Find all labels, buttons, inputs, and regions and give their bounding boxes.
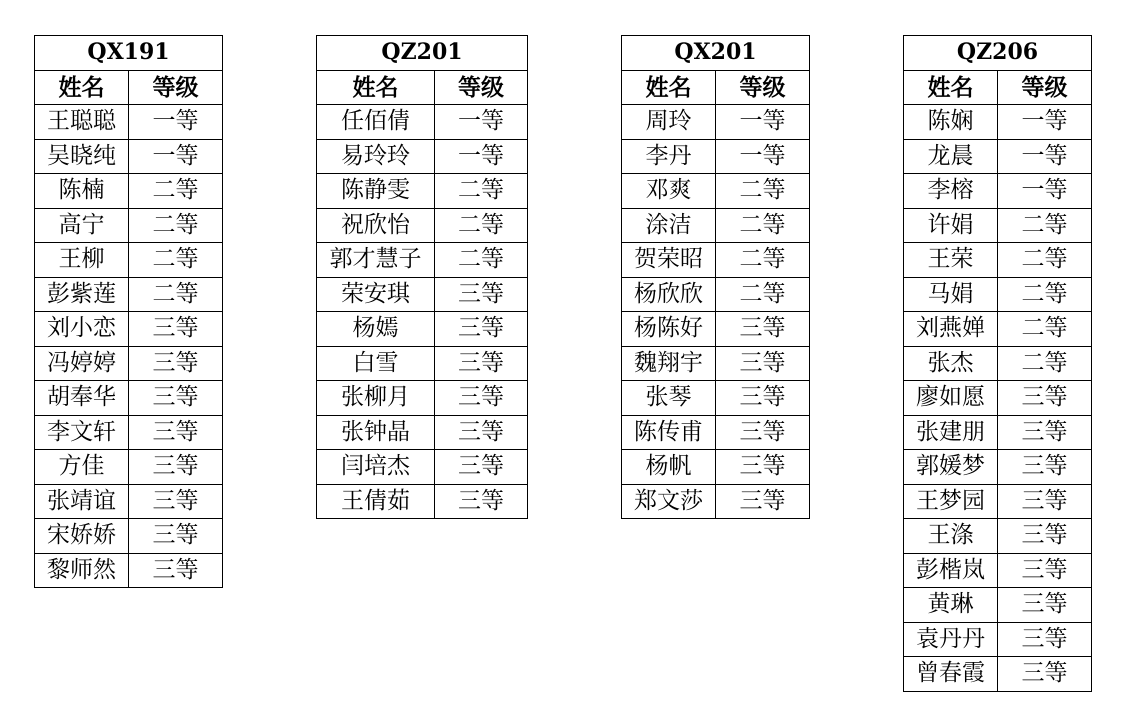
name-cell: 张杰 bbox=[904, 346, 998, 381]
table-row bbox=[317, 312, 528, 347]
grade-cell: 三等 bbox=[129, 381, 223, 416]
grade-cell: 三等 bbox=[129, 553, 223, 588]
column-header-name: 姓名 bbox=[622, 70, 716, 105]
grade-cell: 一等 bbox=[435, 139, 528, 174]
grade-cell: 二等 bbox=[435, 243, 528, 278]
grade-cell: 三等 bbox=[129, 312, 223, 347]
table-row bbox=[35, 346, 223, 381]
name-cell: 彭紫莲 bbox=[35, 277, 129, 312]
name-cell: 白雪 bbox=[317, 346, 435, 381]
name-cell: 陈楠 bbox=[35, 174, 129, 209]
table-row bbox=[317, 484, 528, 519]
table-row bbox=[904, 622, 1092, 657]
grade-cell: 二等 bbox=[716, 243, 810, 278]
table-row bbox=[904, 105, 1092, 140]
grade-cell: 三等 bbox=[435, 415, 528, 450]
grade-cell: 三等 bbox=[998, 588, 1092, 623]
table-row bbox=[904, 450, 1092, 485]
table-row bbox=[904, 174, 1092, 209]
name-cell: 刘小恋 bbox=[35, 312, 129, 347]
grade-cell: 一等 bbox=[129, 105, 223, 140]
table-qz201 bbox=[316, 35, 528, 519]
table-row bbox=[35, 553, 223, 588]
table-row bbox=[904, 588, 1092, 623]
table-row bbox=[622, 208, 810, 243]
name-cell: 李榕 bbox=[904, 174, 998, 209]
table-row bbox=[317, 243, 528, 278]
name-cell: 王聪聪 bbox=[35, 105, 129, 140]
name-cell: 贺荣昭 bbox=[622, 243, 716, 278]
grade-cell: 二等 bbox=[435, 174, 528, 209]
grade-cell: 三等 bbox=[716, 381, 810, 416]
grade-cell: 二等 bbox=[129, 243, 223, 278]
grade-cell: 三等 bbox=[998, 519, 1092, 554]
column-header-grade: 等级 bbox=[716, 70, 810, 105]
name-cell: 方佳 bbox=[35, 450, 129, 485]
table-row bbox=[35, 450, 223, 485]
table-row bbox=[904, 277, 1092, 312]
grade-cell: 一等 bbox=[716, 139, 810, 174]
grade-cell: 二等 bbox=[998, 277, 1092, 312]
table-row bbox=[904, 139, 1092, 174]
table-row bbox=[904, 657, 1092, 692]
table-row bbox=[622, 277, 810, 312]
name-cell: 黎师然 bbox=[35, 553, 129, 588]
name-cell: 杨欣欣 bbox=[622, 277, 716, 312]
table-row bbox=[317, 381, 528, 416]
table-row bbox=[317, 450, 528, 485]
table-row bbox=[35, 312, 223, 347]
grade-cell: 二等 bbox=[129, 277, 223, 312]
grade-cell: 三等 bbox=[435, 346, 528, 381]
table-row bbox=[904, 208, 1092, 243]
name-cell: 张建朋 bbox=[904, 415, 998, 450]
table-row bbox=[35, 519, 223, 554]
name-cell: 涂洁 bbox=[622, 208, 716, 243]
table-qx191 bbox=[34, 35, 223, 588]
name-cell: 杨陈好 bbox=[622, 312, 716, 347]
grade-cell: 三等 bbox=[998, 553, 1092, 588]
grade-cell: 二等 bbox=[716, 277, 810, 312]
name-cell: 荣安琪 bbox=[317, 277, 435, 312]
table-row bbox=[904, 519, 1092, 554]
table-row bbox=[35, 139, 223, 174]
name-cell: 曾春霞 bbox=[904, 657, 998, 692]
table-row bbox=[35, 381, 223, 416]
grade-cell: 三等 bbox=[716, 450, 810, 485]
table-title: QZ201 bbox=[317, 36, 528, 71]
name-cell: 周玲 bbox=[622, 105, 716, 140]
name-cell: 祝欣怡 bbox=[317, 208, 435, 243]
name-cell: 龙晨 bbox=[904, 139, 998, 174]
name-cell: 李文轩 bbox=[35, 415, 129, 450]
table-row bbox=[317, 105, 528, 140]
name-cell: 杨帆 bbox=[622, 450, 716, 485]
grade-cell: 三等 bbox=[998, 622, 1092, 657]
grade-cell: 二等 bbox=[998, 208, 1092, 243]
grade-cell: 三等 bbox=[998, 450, 1092, 485]
name-cell: 吴晓纯 bbox=[35, 139, 129, 174]
column-header-name: 姓名 bbox=[317, 70, 435, 105]
table-row bbox=[622, 312, 810, 347]
table-row bbox=[35, 105, 223, 140]
name-cell: 廖如愿 bbox=[904, 381, 998, 416]
table-row bbox=[35, 415, 223, 450]
name-cell: 王柳 bbox=[35, 243, 129, 278]
grade-cell: 一等 bbox=[998, 139, 1092, 174]
grade-cell: 二等 bbox=[716, 174, 810, 209]
column-header-grade: 等级 bbox=[998, 70, 1092, 105]
name-cell: 袁丹丹 bbox=[904, 622, 998, 657]
table-row bbox=[317, 174, 528, 209]
grade-cell: 三等 bbox=[998, 415, 1092, 450]
grade-cell: 三等 bbox=[716, 415, 810, 450]
name-cell: 刘燕婵 bbox=[904, 312, 998, 347]
table-row bbox=[35, 243, 223, 278]
name-cell: 闫培杰 bbox=[317, 450, 435, 485]
table-row bbox=[904, 553, 1092, 588]
grade-cell: 一等 bbox=[129, 139, 223, 174]
grade-cell: 三等 bbox=[435, 484, 528, 519]
name-cell: 胡奉华 bbox=[35, 381, 129, 416]
grade-cell: 三等 bbox=[435, 277, 528, 312]
table-row bbox=[317, 139, 528, 174]
grade-cell: 三等 bbox=[129, 346, 223, 381]
name-cell: 马娟 bbox=[904, 277, 998, 312]
table-row bbox=[904, 484, 1092, 519]
table-row bbox=[622, 346, 810, 381]
name-cell: 易玲玲 bbox=[317, 139, 435, 174]
table-row bbox=[904, 243, 1092, 278]
column-header-grade: 等级 bbox=[435, 70, 528, 105]
column-header-name: 姓名 bbox=[904, 70, 998, 105]
grade-cell: 三等 bbox=[716, 346, 810, 381]
name-cell: 高宁 bbox=[35, 208, 129, 243]
table-row bbox=[622, 105, 810, 140]
table-row bbox=[35, 484, 223, 519]
name-cell: 郑文莎 bbox=[622, 484, 716, 519]
name-cell: 张钟晶 bbox=[317, 415, 435, 450]
name-cell: 郭媛梦 bbox=[904, 450, 998, 485]
grade-cell: 三等 bbox=[435, 381, 528, 416]
table-row bbox=[317, 346, 528, 381]
table-row bbox=[35, 174, 223, 209]
name-cell: 陈传甫 bbox=[622, 415, 716, 450]
name-cell: 宋娇娇 bbox=[35, 519, 129, 554]
grade-cell: 二等 bbox=[435, 208, 528, 243]
grade-cell: 三等 bbox=[129, 519, 223, 554]
grade-cell: 二等 bbox=[998, 346, 1092, 381]
name-cell: 陈娴 bbox=[904, 105, 998, 140]
grade-cell: 二等 bbox=[129, 208, 223, 243]
grade-cell: 一等 bbox=[998, 105, 1092, 140]
column-header-grade: 等级 bbox=[129, 70, 223, 105]
table-row bbox=[622, 381, 810, 416]
name-cell: 许娟 bbox=[904, 208, 998, 243]
table-row bbox=[904, 381, 1092, 416]
name-cell: 张琴 bbox=[622, 381, 716, 416]
table-row bbox=[35, 277, 223, 312]
table-row bbox=[622, 243, 810, 278]
name-cell: 郭才慧子 bbox=[317, 243, 435, 278]
name-cell: 张靖谊 bbox=[35, 484, 129, 519]
grade-cell: 三等 bbox=[435, 450, 528, 485]
name-cell: 魏翔宇 bbox=[622, 346, 716, 381]
name-cell: 邓爽 bbox=[622, 174, 716, 209]
grade-cell: 三等 bbox=[998, 381, 1092, 416]
name-cell: 李丹 bbox=[622, 139, 716, 174]
table-row bbox=[317, 277, 528, 312]
name-cell: 张柳月 bbox=[317, 381, 435, 416]
grade-cell: 三等 bbox=[716, 312, 810, 347]
grade-cell: 一等 bbox=[716, 105, 810, 140]
table-row bbox=[622, 415, 810, 450]
name-cell: 王荣 bbox=[904, 243, 998, 278]
grade-cell: 二等 bbox=[129, 174, 223, 209]
grade-cell: 三等 bbox=[129, 484, 223, 519]
table-row bbox=[317, 208, 528, 243]
grade-cell: 三等 bbox=[998, 657, 1092, 692]
table-title: QZ206 bbox=[904, 36, 1092, 71]
table-row bbox=[35, 208, 223, 243]
grade-cell: 二等 bbox=[998, 243, 1092, 278]
table-qz206 bbox=[903, 35, 1092, 692]
table-row bbox=[622, 139, 810, 174]
table-row bbox=[622, 174, 810, 209]
name-cell: 王倩茹 bbox=[317, 484, 435, 519]
table-title: QX201 bbox=[622, 36, 810, 71]
name-cell: 陈静雯 bbox=[317, 174, 435, 209]
grade-cell: 一等 bbox=[435, 105, 528, 140]
name-cell: 王涤 bbox=[904, 519, 998, 554]
table-row bbox=[904, 415, 1092, 450]
table-row bbox=[904, 312, 1092, 347]
name-cell: 杨嫣 bbox=[317, 312, 435, 347]
table-row bbox=[904, 346, 1092, 381]
grade-cell: 三等 bbox=[129, 450, 223, 485]
grade-cell: 三等 bbox=[998, 484, 1092, 519]
name-cell: 彭楷岚 bbox=[904, 553, 998, 588]
table-row bbox=[317, 415, 528, 450]
name-cell: 冯婷婷 bbox=[35, 346, 129, 381]
grade-cell: 二等 bbox=[998, 312, 1092, 347]
table-qx201 bbox=[621, 35, 810, 519]
name-cell: 任佰倩 bbox=[317, 105, 435, 140]
table-row bbox=[622, 484, 810, 519]
table-row bbox=[622, 450, 810, 485]
grade-cell: 二等 bbox=[716, 208, 810, 243]
grade-cell: 三等 bbox=[435, 312, 528, 347]
column-header-name: 姓名 bbox=[35, 70, 129, 105]
grade-cell: 三等 bbox=[129, 415, 223, 450]
name-cell: 王梦园 bbox=[904, 484, 998, 519]
grade-cell: 一等 bbox=[998, 174, 1092, 209]
table-title: QX191 bbox=[35, 36, 223, 71]
name-cell: 黄琳 bbox=[904, 588, 998, 623]
grade-cell: 三等 bbox=[716, 484, 810, 519]
